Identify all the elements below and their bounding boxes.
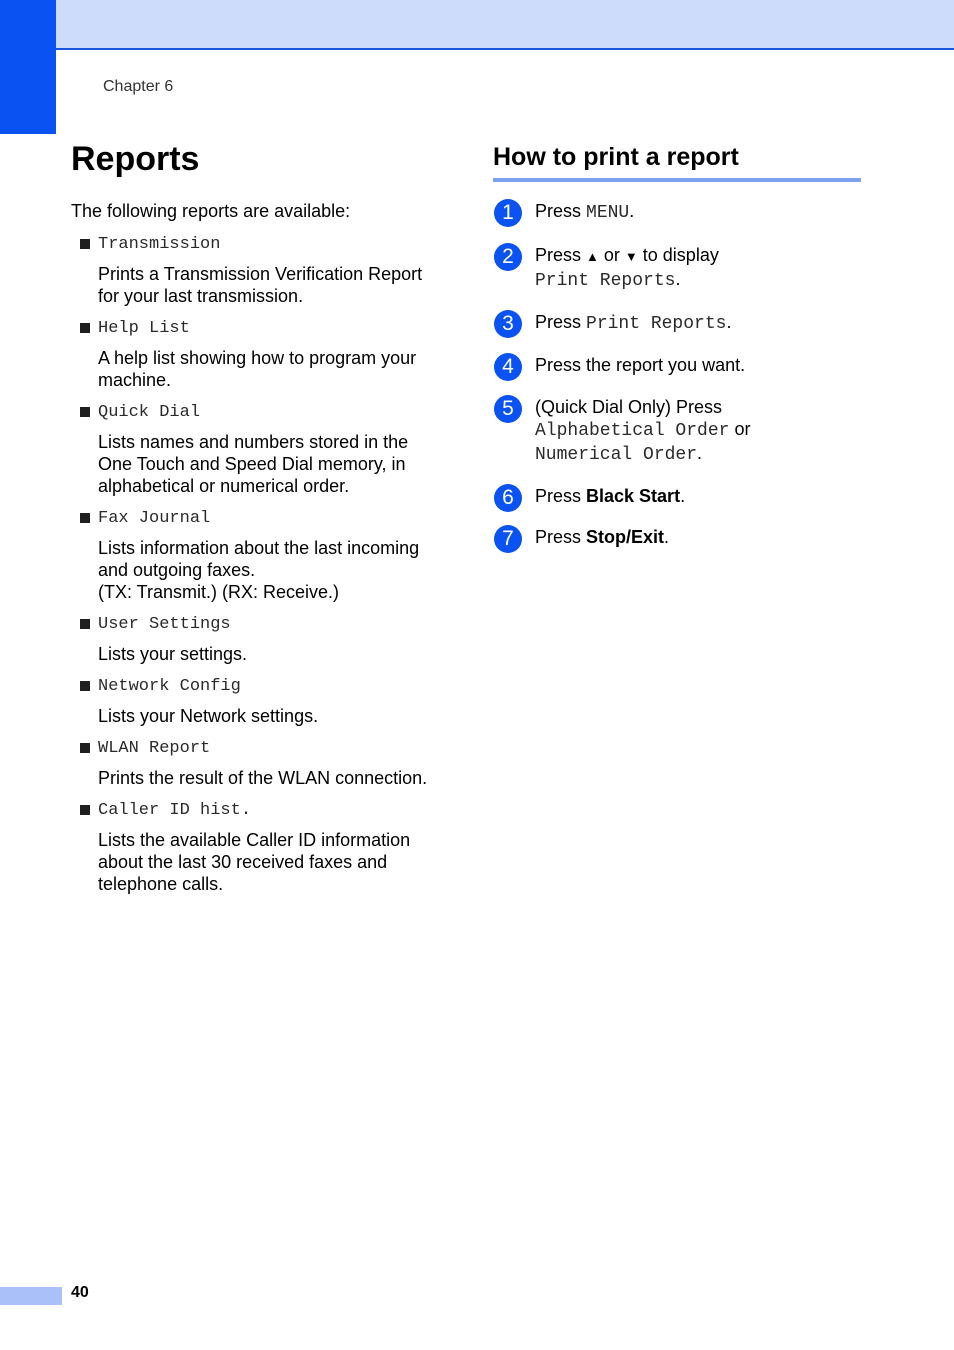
key-name: Stop/Exit (586, 527, 665, 547)
report-description: Lists names and numbers stored in the One Touch and Speed Dial memory, in alphabetical or numerical order. (98, 432, 409, 496)
step-number-badge: 6 (494, 484, 522, 512)
report-description: Prints a Transmission Verification Report for your last transmission. (98, 264, 423, 306)
step-1: 1 Press MENU. (493, 200, 863, 224)
key-name: Black Start (586, 486, 681, 506)
report-item (71, 614, 451, 665)
down-arrow-icon: ▼ (624, 249, 638, 264)
report-name: User Settings (98, 615, 231, 634)
reports-intro: The following reports are available: (71, 201, 351, 221)
section-title-reports: Reports (71, 140, 200, 178)
report-name: Fax Journal (98, 509, 211, 528)
report-item (71, 508, 451, 603)
step-number-badge: 2 (494, 243, 522, 271)
report-description: Lists the available Caller ID information about the last 30 received faxes and telephone calls. (98, 830, 411, 894)
menu-option-name: Alphabetical Order (535, 421, 730, 441)
page-number: 40 (71, 1284, 89, 1301)
report-item (71, 800, 451, 895)
step-number-badge: 7 (494, 525, 522, 553)
report-description: A help list showing how to program your machine. (98, 348, 417, 390)
header-band (56, 0, 954, 48)
report-description: Lists your Network settings. (98, 706, 319, 726)
section-title-underline (493, 178, 861, 182)
report-item (71, 676, 451, 727)
step-2: 2 Press ▲ or ▼ to display Print Reports. (493, 244, 863, 292)
step-list (493, 200, 863, 548)
report-description: Lists your settings. (98, 644, 248, 664)
bullet-square-icon (80, 805, 90, 815)
header-rule (56, 48, 954, 50)
page-tab (0, 1287, 62, 1305)
bullet-square-icon (80, 239, 90, 249)
up-arrow-icon: ▲ (586, 249, 599, 264)
report-item (71, 234, 451, 307)
step-3: 3 Press Print Reports. (493, 311, 863, 335)
bullet-square-icon (80, 619, 90, 629)
bullet-square-icon (80, 743, 90, 753)
report-description: Prints the result of the WLAN connection. (98, 768, 428, 788)
chapter-tab (0, 0, 56, 134)
bullet-square-icon (80, 407, 90, 417)
bullet-square-icon (80, 513, 90, 523)
report-name: Help List (98, 319, 190, 338)
bullet-square-icon (80, 323, 90, 333)
menu-option-name: Print Reports (586, 314, 727, 334)
report-item (71, 402, 451, 497)
step-number-badge: 3 (494, 310, 522, 338)
menu-option-name: Numerical Order (535, 445, 698, 465)
step-6: 6 Press Black Start. (493, 485, 863, 507)
menu-key-name: MENU (586, 203, 630, 223)
report-name: Quick Dial (98, 403, 201, 422)
step-number-badge: 4 (494, 353, 522, 381)
menu-option-name: Print Reports (535, 271, 676, 291)
report-list (71, 234, 451, 906)
report-item (71, 738, 451, 789)
step-7: 7 Press Stop/Exit. (493, 526, 863, 548)
report-name: Transmission (98, 235, 221, 254)
report-name: WLAN Report (98, 739, 211, 758)
step-number-badge: 1 (494, 199, 522, 227)
chapter-label: Chapter 6 (103, 78, 174, 95)
report-item (71, 318, 451, 391)
step-4: 4 Press the report you want. (493, 354, 863, 376)
report-name: Caller ID hist. (98, 801, 252, 820)
step-5: 5 (Quick Dial Only) Press Alphabetical Order or Numerical Order. (493, 396, 863, 466)
report-description: Lists information about the last incoming and outgoing faxes. (TX: Transmit.) (RX: Receive.) (98, 538, 420, 602)
report-name: Network Config (98, 677, 241, 696)
step-number-badge: 5 (494, 395, 522, 423)
bullet-square-icon (80, 681, 90, 691)
section-title-how-to-print: How to print a report (493, 143, 739, 171)
